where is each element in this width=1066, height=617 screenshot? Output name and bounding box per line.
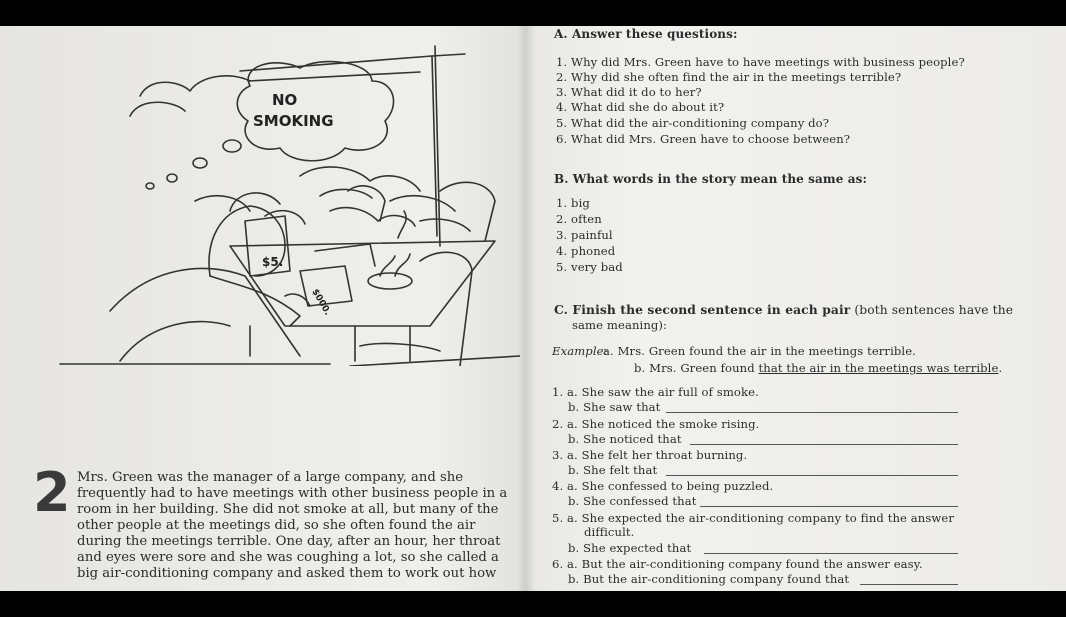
vocab-item: 1. big bbox=[556, 196, 590, 210]
example-a: a. Mrs. Green found the air in the meetings terrible. bbox=[603, 344, 916, 358]
sign-line-1: NO bbox=[272, 91, 298, 109]
example-b bbox=[634, 361, 1002, 375]
section-c-heading-rest: (both sentences have the bbox=[850, 303, 1014, 317]
paper-price-1: $5. bbox=[262, 255, 284, 269]
vocab-item: 2. often bbox=[556, 212, 602, 226]
exercise-b: b. She felt that bbox=[568, 463, 658, 477]
vocab-item: 3. painful bbox=[556, 228, 613, 242]
example-b-answer: that the air in the meetings was terrible bbox=[758, 361, 999, 375]
exercise-a: 4. a. She confessed to being puzzled. bbox=[552, 479, 774, 493]
question: 2. Why did she often find the air in the meetings terrible? bbox=[556, 70, 902, 84]
question: 6. What did Mrs. Green have to choose between? bbox=[556, 132, 851, 146]
left-page bbox=[0, 26, 520, 591]
section-b-heading: B. What words in the story mean the same as: bbox=[554, 172, 867, 186]
answer-blank[interactable] bbox=[704, 553, 958, 554]
answer-blank[interactable] bbox=[690, 444, 958, 445]
exercise-b: b. She expected that bbox=[568, 541, 692, 555]
story-line: frequently had to have meetings with other business people in a bbox=[77, 486, 508, 501]
question: 3. What did it do to her? bbox=[556, 85, 702, 99]
exercise-a: 1. a. She saw the air full of smoke. bbox=[552, 385, 759, 399]
exercise-a: 2. a. She noticed the smoke rising. bbox=[552, 417, 760, 431]
exercise-a: 6. a. But the air-conditioning company found the answer easy. bbox=[552, 557, 923, 571]
example-label: Example: bbox=[552, 344, 608, 358]
question: 1. Why did Mrs. Green have to have meetings with business people? bbox=[556, 55, 965, 69]
exercise-a-cont: difficult. bbox=[584, 525, 635, 539]
exercise-b: b. But the air-conditioning company found that bbox=[568, 572, 850, 586]
section-c-heading-line2: same meaning): bbox=[572, 318, 668, 332]
example-b-prefix: b. Mrs. Green found bbox=[634, 361, 759, 375]
answer-blank[interactable] bbox=[666, 475, 958, 476]
story-number: 2 bbox=[33, 461, 71, 524]
book-spread bbox=[0, 26, 1066, 591]
right-page bbox=[524, 26, 1066, 591]
example-b-end: . bbox=[998, 361, 1003, 375]
story-line: during the meetings terrible. One day, after an hour, her throat bbox=[77, 534, 501, 549]
answer-blank[interactable] bbox=[666, 412, 958, 413]
story-line: and eyes were sore and she was coughing a lot, so she called a bbox=[77, 550, 499, 565]
exercise-b: b. She noticed that bbox=[568, 432, 682, 446]
question: 5. What did the air-conditioning company do? bbox=[556, 116, 830, 130]
section-c-heading bbox=[554, 303, 1013, 317]
smoking-meeting-illustration bbox=[0, 26, 520, 366]
story-line: room in her building. She did not smoke at all, but many of the bbox=[77, 502, 499, 517]
exercise-b: b. She saw that bbox=[568, 400, 661, 414]
vocab-item: 4. phoned bbox=[556, 244, 616, 258]
story-line: big air-conditioning company and asked them to work out how bbox=[77, 566, 497, 581]
paper-price-2: $000. bbox=[309, 287, 333, 318]
vocab-item: 5. very bad bbox=[556, 260, 623, 274]
story-line: other people at the meetings did, so she often found the air bbox=[77, 518, 476, 533]
story-line: Mrs. Green was the manager of a large company, and she bbox=[77, 470, 464, 485]
question: 4. What did she do about it? bbox=[556, 100, 725, 114]
exercise-b: b. She confessed that bbox=[568, 494, 697, 508]
answer-blank[interactable] bbox=[700, 506, 958, 507]
exercise-a: 5. a. She expected the air-conditioning company to find the answer bbox=[552, 511, 955, 525]
sign-line-2: SMOKING bbox=[253, 112, 334, 130]
section-a-heading: A. Answer these questions: bbox=[554, 27, 738, 41]
answer-blank[interactable] bbox=[860, 584, 958, 585]
exercise-a: 3. a. She felt her throat burning. bbox=[552, 448, 748, 462]
section-c-heading-bold: C. Finish the second sentence in each pair bbox=[554, 302, 851, 317]
